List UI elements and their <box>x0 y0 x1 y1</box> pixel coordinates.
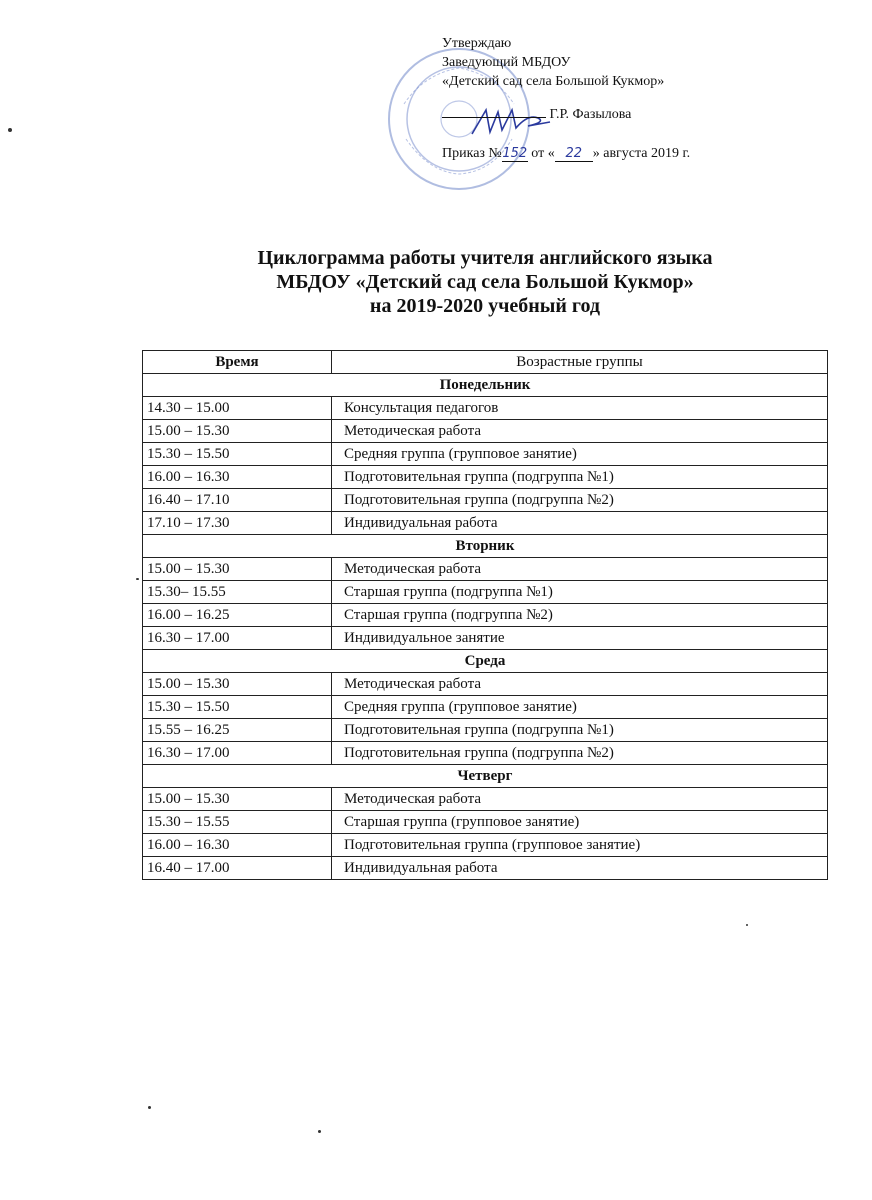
table-row <box>143 696 828 719</box>
time-cell: 16.00 – 16.30 <box>143 466 332 489</box>
approval-approve: Утверждаю <box>442 36 512 51</box>
table-row <box>143 834 828 857</box>
activity-cell: Средняя группа (групповое занятие) <box>332 443 828 466</box>
approval-position: Заведующий МБДОУ <box>442 55 571 70</box>
day-header-row <box>143 535 828 558</box>
table-row <box>143 420 828 443</box>
time-cell: 15.30– 15.55 <box>143 581 332 604</box>
title-line-3: на 2019-2020 учебный год <box>369 295 601 317</box>
header-groups: Возрастные группы <box>332 351 828 374</box>
header-time: Время <box>143 351 332 374</box>
activity-cell: Методическая работа <box>332 558 828 581</box>
time-cell: 15.00 – 15.30 <box>143 673 332 696</box>
activity-cell: Старшая группа (подгруппа №1) <box>332 581 828 604</box>
day-name: Среда <box>143 650 828 673</box>
scan-speck <box>136 578 139 580</box>
activity-cell: Подготовительная группа (подгруппа №2) <box>332 742 828 765</box>
table-row <box>143 489 828 512</box>
time-cell: 15.00 – 15.30 <box>143 788 332 811</box>
activity-cell: Консультация педагогов <box>332 397 828 420</box>
table-row <box>143 397 828 420</box>
activity-cell: Методическая работа <box>332 420 828 443</box>
table-row <box>143 466 828 489</box>
activity-cell: Подготовительная группа (групповое занятие) <box>332 834 828 857</box>
approval-block <box>442 34 690 163</box>
day-name: Вторник <box>143 535 828 558</box>
table-header-row <box>143 351 828 374</box>
order-day: 22 <box>565 146 582 161</box>
activity-cell: Индивидуальная работа <box>332 857 828 880</box>
order-prefix: Приказ № <box>442 146 502 161</box>
table-row <box>143 627 828 650</box>
day-header-row <box>143 650 828 673</box>
activity-cell: Старшая группа (подгруппа №2) <box>332 604 828 627</box>
scan-speck <box>746 924 748 926</box>
schedule-body <box>143 374 828 880</box>
order-from: от « <box>531 146 555 161</box>
order-suffix: » августа 2019 г. <box>592 146 691 161</box>
approval-signature-line <box>442 105 690 124</box>
activity-cell: Индивидуальная работа <box>332 512 828 535</box>
time-cell: 17.10 – 17.30 <box>143 512 332 535</box>
activity-cell: Методическая работа <box>332 788 828 811</box>
time-cell: 14.30 – 15.00 <box>143 397 332 420</box>
table-row <box>143 512 828 535</box>
day-header-row <box>143 765 828 788</box>
time-cell: 15.30 – 15.50 <box>143 443 332 466</box>
scan-speck <box>318 1130 321 1133</box>
day-header-row <box>143 374 828 397</box>
time-cell: 16.00 – 16.25 <box>143 604 332 627</box>
head-name: Г.Р. Фазылова <box>549 107 632 122</box>
time-cell: 15.00 – 15.30 <box>143 420 332 443</box>
time-cell: 16.40 – 17.00 <box>143 857 332 880</box>
day-name: Четверг <box>143 765 828 788</box>
activity-cell: Средняя группа (групповое занятие) <box>332 696 828 719</box>
activity-cell: Подготовительная группа (подгруппа №1) <box>332 466 828 489</box>
table-row <box>143 811 828 834</box>
order-number: 152 <box>502 146 528 161</box>
time-cell: 16.40 – 17.10 <box>143 489 332 512</box>
table-row <box>143 558 828 581</box>
time-cell: 15.30 – 15.55 <box>143 811 332 834</box>
activity-cell: Старшая группа (групповое занятие) <box>332 811 828 834</box>
title-line-1: Циклограмма работы учителя английского языка <box>257 247 713 269</box>
scan-speck <box>8 128 12 132</box>
time-cell: 16.00 – 16.30 <box>143 834 332 857</box>
time-cell: 15.55 – 16.25 <box>143 719 332 742</box>
table-row <box>143 673 828 696</box>
time-cell: 15.30 – 15.50 <box>143 696 332 719</box>
approval-organization: «Детский сад села Большой Кукмор» <box>442 74 665 89</box>
table-row <box>143 788 828 811</box>
activity-cell: Подготовительная группа (подгруппа №1) <box>332 719 828 742</box>
table-row <box>143 604 828 627</box>
scan-speck <box>148 1106 151 1109</box>
time-cell: 16.30 – 17.00 <box>143 627 332 650</box>
order-line <box>442 144 690 163</box>
order-number-field <box>502 147 528 162</box>
title-line-2: МБДОУ «Детский сад села Большой Кукмор» <box>276 271 694 293</box>
order-day-field <box>555 147 593 162</box>
signature-underline <box>442 117 546 118</box>
activity-cell: Подготовительная группа (подгруппа №2) <box>332 489 828 512</box>
time-cell: 16.30 – 17.00 <box>143 742 332 765</box>
time-cell: 15.00 – 15.30 <box>143 558 332 581</box>
table-row <box>143 443 828 466</box>
table-row <box>143 581 828 604</box>
day-name: Понедельник <box>143 374 828 397</box>
schedule-table <box>142 350 828 880</box>
activity-cell: Методическая работа <box>332 673 828 696</box>
table-row <box>143 719 828 742</box>
table-row <box>143 742 828 765</box>
activity-cell: Индивидуальное занятие <box>332 627 828 650</box>
table-row <box>143 857 828 880</box>
document-title <box>140 246 830 318</box>
